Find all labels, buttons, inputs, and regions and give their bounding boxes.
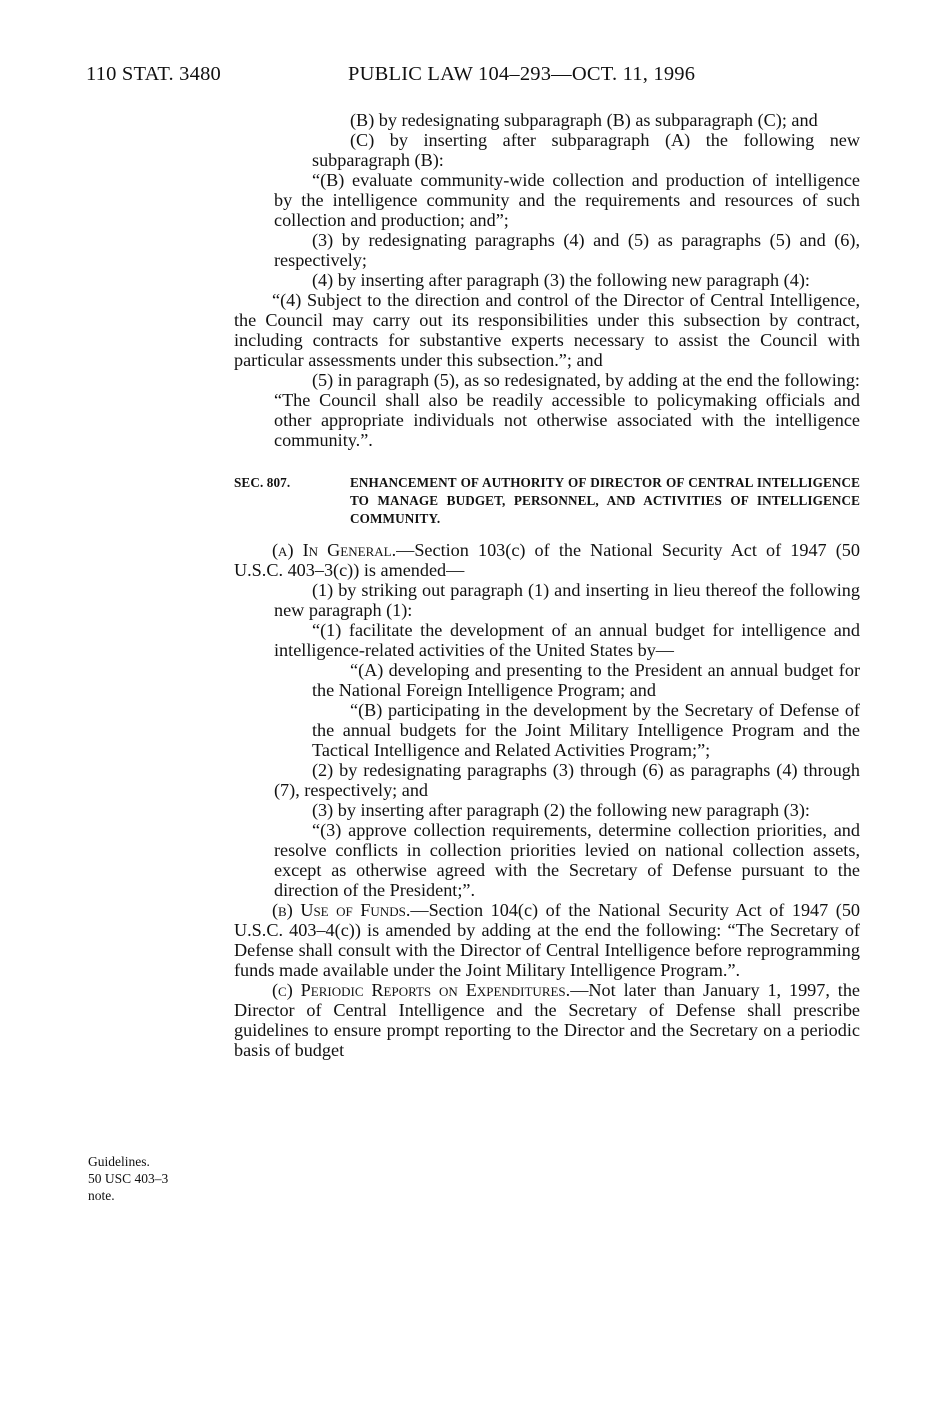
paragraph [234, 900, 860, 980]
paragraph [274, 620, 860, 660]
subsection-heading: (a) In General. [272, 540, 397, 560]
paragraph [274, 580, 860, 620]
paragraph [274, 760, 860, 800]
paragraph-text: (C) by inserting after subparagraph (A) the following new subparagraph (B): [312, 130, 860, 170]
subsection-heading: (c) Periodic Reports on Expenditures. [272, 980, 571, 1000]
paragraph-text: “(4) Subject to the direction and control of the Director of Central Intelligence, the Council may carry out its responsibilities under this subsection by contract, including contracts for substantive experts necessary to assist the Council with particular assessments under this subsection.”; and [234, 290, 860, 370]
subsection-heading: (b) Use of Funds. [272, 900, 411, 920]
paragraph-text: —Not later than January 1, 1997, the Director of Central Intelligence and the Secretary of Defense shall prescribe guidelines to ensure prompt reporting to the Director and the Secretary on a periodic basis of budget [234, 980, 861, 1060]
section-title: ENHANCEMENT OF AUTHORITY OF DIRECTOR OF CENTRAL INTELLIGENCE TO MANAGE BUDGET, PERSONNEL, AND ACTIVITIES OF INTELLIGENCE COMMUNITY. [350, 475, 860, 526]
paragraph [234, 540, 860, 580]
paragraph [274, 270, 860, 290]
paragraph-text: (1) by striking out paragraph (1) and inserting in lieu thereof the following new paragraph (1): [274, 580, 860, 620]
paragraph-text: “(B) participating in the development by the Secretary of Defense of the annual budgets for the Joint Military Intelligence Program and the Tactical Intelligence and Related Activities Program;”; [312, 700, 860, 760]
margin-note-line: note. [88, 1188, 115, 1203]
paragraph-text: “(A) developing and presenting to the President an annual budget for the National Foreign Intelligence Program; and [312, 660, 860, 700]
section-heading [234, 474, 860, 528]
paragraph-text: —Section 103(c) of the National Security Act of 1947 (50 U.S.C. 403–3(c)) is amended— [234, 540, 860, 580]
paragraph-group-2 [234, 540, 860, 1060]
paragraph-text: (3) by redesignating paragraphs (4) and (5) as paragraphs (5) and (6), respectively; [274, 230, 860, 270]
public-law-title: PUBLIC LAW 104–293—OCT. 11, 1996 [348, 63, 696, 85]
paragraph [234, 290, 860, 370]
section-number: SEC. 807. [234, 475, 291, 490]
paragraph [312, 110, 860, 130]
paragraph [274, 800, 860, 820]
paragraph-text: “(B) evaluate community-wide collection and production of intelligence by the intelligence community and the requirements and resources of such collection and production; and”; [274, 170, 860, 230]
paragraph-text: “(3) approve collection requirements, determine collection priorities, and resolve conflicts in collection priorities levied on national collection assets, except as otherwise agreed with the Secretary of Defense pursuant to the direction of the President;”. [274, 820, 860, 900]
paragraph [274, 170, 860, 230]
paragraph [274, 370, 860, 450]
paragraph-text: “(1) facilitate the development of an annual budget for intelligence and intelligence-related activities of the United States by— [274, 620, 860, 660]
paragraph [312, 700, 860, 760]
body-text [234, 110, 860, 1060]
paragraph [234, 980, 860, 1060]
paragraph-text: (B) by redesignating subparagraph (B) as subparagraph (C); and [350, 110, 818, 130]
paragraph-text: (3) by inserting after paragraph (2) the following new paragraph (3): [312, 800, 810, 820]
paragraph [312, 660, 860, 700]
paragraph-text: (4) by inserting after paragraph (3) the following new paragraph (4): [312, 270, 810, 290]
paragraph-group-1 [234, 110, 860, 450]
paragraph [274, 230, 860, 270]
statute-citation: 110 STAT. 3480 [86, 63, 221, 85]
paragraph [274, 820, 860, 900]
paragraph-text: (5) in paragraph (5), as so redesignated, by adding at the end the following: “The Council shall also be readily accessible to policymaking officials and other appropriate individuals not otherwise associated with the intelligence community.”. [274, 370, 860, 450]
margin-note-line: Guidelines. [88, 1154, 150, 1169]
margin-note-line: 50 USC 403–3 [88, 1171, 169, 1186]
paragraph-text: (2) by redesignating paragraphs (3) through (6) as paragraphs (4) through (7), respectively; and [274, 760, 860, 800]
paragraph [312, 130, 860, 170]
margin-note [88, 1153, 218, 1204]
paragraph-text: —Section 104(c) of the National Security Act of 1947 (50 U.S.C. 403–4(c)) is amended by adding at the end the following: “The Secretary of Defense shall consult with the Director of Central Intelligence before reprogramming funds made available under the Joint Military Intelligence Program.”. [234, 900, 861, 980]
